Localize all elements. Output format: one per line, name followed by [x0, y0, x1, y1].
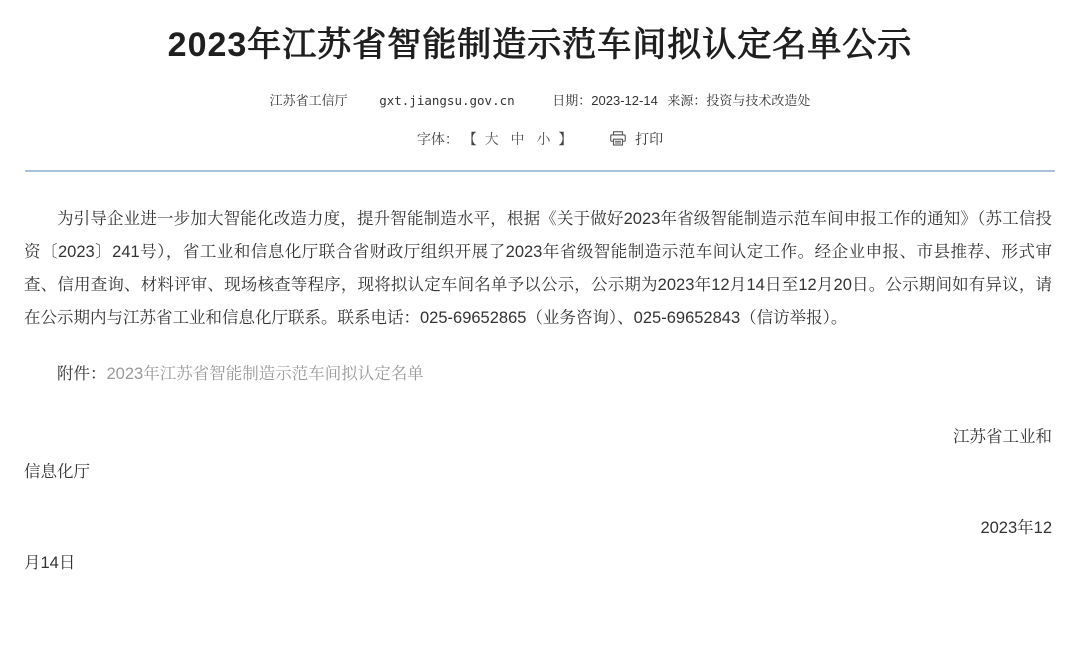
publish-date: 日期：2023-12-14 [552, 93, 658, 108]
meta-line [0, 92, 1080, 110]
source-website: gxt.jiangsu.gov.cn [379, 93, 515, 108]
print-label: 打印 [635, 131, 664, 147]
document-header [0, 0, 1080, 149]
printer-icon [610, 131, 631, 147]
attachment-line [24, 358, 1052, 391]
signature-date-block [24, 511, 1052, 581]
font-size-large-button[interactable]: 大 [484, 131, 499, 147]
bracket-open: 【 [462, 131, 477, 147]
attachment-link[interactable]: 2023年江苏省智能制造示范车间拟认定名单 [106, 365, 424, 383]
font-size-label: 字体： [416, 131, 459, 147]
font-size-control [417, 131, 576, 147]
signature-date-line-2: 月14日 [24, 554, 76, 572]
signature-line-1: 江苏省工业和 [953, 428, 1052, 446]
attachment-label: 附件： [57, 365, 107, 383]
font-size-small-button[interactable]: 小 [536, 131, 551, 147]
font-size-medium-button[interactable]: 中 [510, 131, 525, 147]
signature-block [24, 420, 1052, 490]
announcement-paragraph: 为引导企业进一步加大智能化改造力度，提升智能制造水平，根据《关于做好2023年省级智能制造示范车间申报工作的通知》（苏工信投资〔2023〕241号），省工业和信息化厅联合省财政厅组织开展了2023年省级智能制造示范车间认定工作。经企业申报、市县推荐、形式审查、信用查询、材料评审、现场核查等程序，现将拟认定车间名单予以公示，公示期为2023年12月14日至12月20日。公示期间如有异议，请在公示期内与江苏省工业和信息化厅联系。联系电话：025-69652865（业务咨询）、025-69652843（信访举报）。 [24, 210, 1052, 327]
source-department: 来源：投资与技术改造处 [667, 93, 811, 108]
print-button[interactable] [610, 129, 663, 149]
bracket-close: 】 [558, 131, 573, 147]
signature-date-line-1: 2023年12 [980, 519, 1052, 537]
signature-line-2: 信息化厅 [24, 463, 90, 481]
source-org: 江苏省工信厅 [269, 93, 348, 108]
header-divider [25, 170, 1055, 172]
article-toolbar [0, 129, 1080, 149]
page-title: 2023年江苏省智能制造示范车间拟认定名单公示 [167, 26, 913, 64]
article-body [24, 203, 1052, 581]
